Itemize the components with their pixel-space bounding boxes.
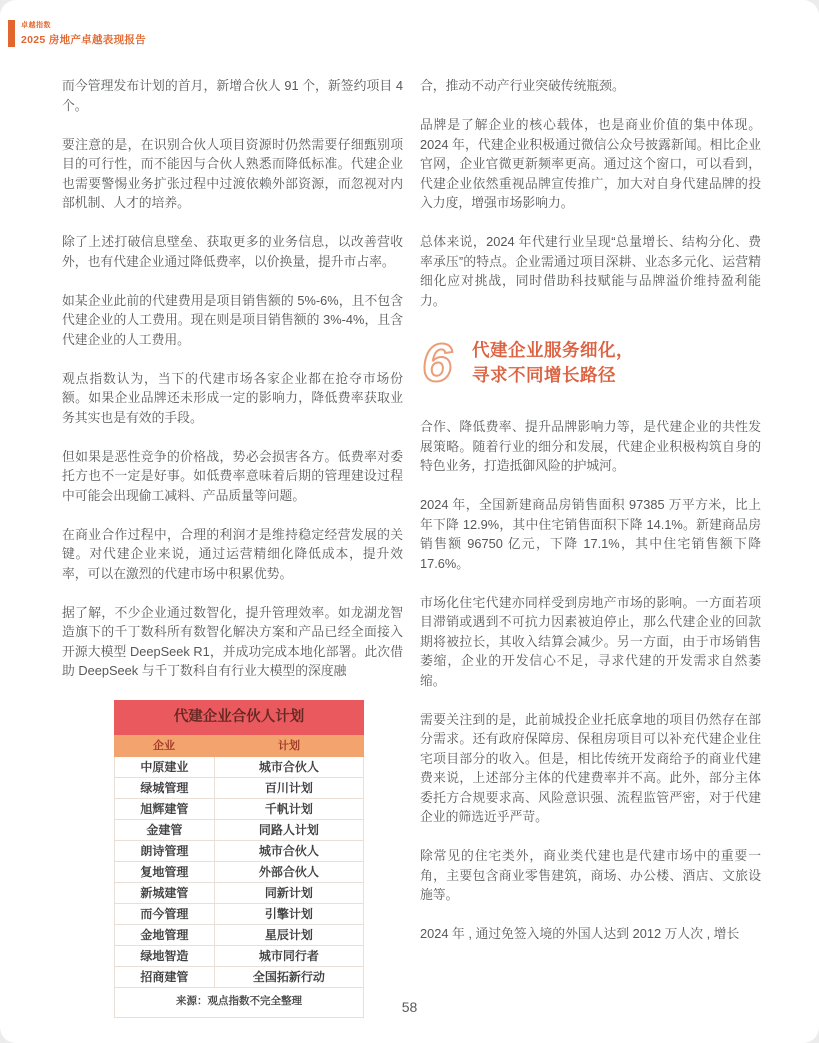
paragraph: 需要关注到的是，此前城投企业托底拿地的项目仍然存在部分需求。还有政府保障房、保租房项目可以补充代建企业住宅项目部分的收入。但是，相比传统开发商给予的商业代建费来说，上述部分主体的代建费率并不高。此外，部分主体委托方合规要求高、风险意识强、流程监管严密，对于代建企业的筛选近乎严苛。 [420,711,761,824]
paragraph: 但如果是恶性竞争的价格战，势必会损害各方。低费率对委托方也不一定是好事。如低费率意味着后期的管理建设过程中可能会出现偷工减料、产品质量等问题。 [62,448,403,503]
paragraph: 2024 年 , 通过免签入境的外国人达到 2012 万人次 , 增长 [420,926,740,941]
report-title: 2025 房地产卓越表现报告 [21,34,146,46]
table-cell: 绿地智造 [115,946,215,966]
section-title-line1: 代建企业服务细化， [472,340,635,360]
table-cell: 而今管理 [115,904,215,924]
section-title-line2: 寻求不同增长路径 [472,365,617,385]
table-cell: 千帆计划 [264,802,313,816]
paragraph: 2024 年，全国新建商品房销售面积 97385 万平方米，比上年下降 12.9%，其中住宅销售面积下降 14.1%。新建商品房销售额 96750 亿元，下降 17.1%，其中住宅销售额下降 17.6%。 [420,497,761,571]
table-cell: 朗诗管理 [115,841,215,861]
table-cell: 中原建业 [115,757,215,777]
paragraph: 在商业合作过程中，合理的利润才是维持稳定经营发展的关键。对代建企业来说，通过运营精细化降低成本，提升效率，可以在激烈的代建市场中积累优势。 [62,526,403,581]
table-row [115,841,363,862]
paragraph: 总体来说，2024 年代建行业呈现“总量增长、结构分化、费率承压”的特点。企业需通过项目深耕、业态多元化、运营精细化应对挑战，同时借助科技赋能与品牌溢价维持盈利能力。 [420,234,761,308]
table-cell: 引擎计划 [264,907,313,921]
table-cell: 百川计划 [264,781,313,795]
paragraph: 品牌是了解企业的核心载体，也是商业价值的集中体现。2024 年，代建企业积极通过微信公众号披露新闻。相比企业官网，企业官微更新频率更高。通过这个窗口，可以看到，代建企业依然重视品牌宣传推广，加大对自身代建品牌的投入力度，增强市场影响力。 [420,117,761,210]
table-source-note: 来源：观点指数不完全整理 [114,988,364,1018]
left-column [62,76,403,1018]
table-body [114,757,364,988]
paragraph: 而今管理发布计划的首月，新增合伙人 91 个，新签约项目 4 个。 [62,78,403,113]
table-cell: 全国拓新行动 [252,970,325,984]
table-cell: 招商建管 [115,967,215,987]
left-paragraphs [62,76,403,681]
table-cell: 旭辉建管 [115,799,215,819]
table-row [115,904,363,925]
table-cell: 金地管理 [115,925,215,945]
table-row [115,862,363,883]
partners-plan-table [114,700,364,1018]
right-column [420,76,761,963]
logo-bar-icon [8,20,15,47]
paragraph: 市场化住宅代建亦同样受到房地产市场的影响。一方面若项目滞销或遇到不可抗力因素被迫停止，那么代建企业的回款期将被拉长，其收入结算会减少。另一方面，由于市场销售萎缩，企业的开发信心不足，寻求代建的开发需求自然萎缩。 [420,594,761,688]
table-cell: 城市同行者 [258,949,319,963]
table-cell: 新城建管 [115,883,215,903]
table-header-row [114,735,364,758]
table-row [115,946,363,967]
brand-logo [8,20,146,47]
section-number: 6 [422,333,453,393]
paragraph: 观点指数认为，当下的代建市场各家企业都在抢夺市场份额。如果企业品牌还未形成一定的影响力，降低费率获取业务其实也是有效的手段。 [62,370,403,425]
table-row [115,778,363,799]
table-cell: 星辰计划 [264,928,313,942]
paragraph: 除常见的住宅类外，商业类代建也是代建市场中的重要一角，主要包含商业零售建筑，商场、办公楼、酒店、文旅设施等。 [420,848,761,902]
paragraph: 如某企业此前的代建费用是项目销售额的 5%-6%，且不包含代建企业的人工费用。现在则是项目销售额的 3%-4%，且含代建企业的人工费用。 [62,292,403,347]
table-cell: 金建管 [115,820,215,840]
paragraph: 合作、降低费率、提升品牌影响力等，是代建企业的共性发展策略。随着行业的细分和发展，代建企业积极构筑自身的特色业务，打造抵御风险的护城河。 [420,419,761,473]
table-cell: 同新计划 [264,886,313,900]
paragraph: 要注意的是，在识别合伙人项目资源时仍然需要仔细甄别项目的可行性，而不能因与合伙人熟悉而降低标准。代建企业也需要警惕业务扩张过程中过渡依赖外部资源，而忽视对内部机制、人才的培养。 [62,136,403,210]
table-row [115,757,363,778]
table-row [115,925,363,946]
table-cell: 绿城管理 [115,778,215,798]
table-header-plan: 计划 [278,739,300,752]
table-row [115,820,363,841]
table-title: 代建企业合伙人计划 [114,700,364,735]
table-row [115,967,363,988]
paragraph: 合，推动不动产行业突破传统瓶颈。 [420,78,625,93]
right-paragraphs-bottom [420,417,761,944]
logo-small-text: 卓越指数 [21,22,51,29]
paragraph: 除了上述打破信息壁垒、获取更多的业务信息，以改善营收外，也有代建企业通过降低费率，以价换量，提升市占率。 [62,234,403,269]
table-cell: 同路人计划 [258,823,319,837]
paragraph: 据了解，不少企业通过数智化，提升管理效率。如龙湖龙智造旗下的千丁数科所有数智化解决方案和产品已经全面接入开源大模型 DeepSeek R1，并成功完成本地化部署。此次借助 DeepSeek 与千丁数科自有行业大模型的深度融 [62,604,403,678]
page-number: 58 [401,999,418,1015]
table-cell: 城市合伙人 [258,844,319,858]
table-row [115,883,363,904]
section-heading-6 [422,333,761,393]
table-header-company: 企业 [153,739,175,752]
table-cell: 城市合伙人 [258,760,319,774]
section-title [472,338,634,388]
table-cell: 复地管理 [115,862,215,882]
right-paragraphs-top [420,76,761,310]
table-cell: 外部合伙人 [258,865,319,879]
table-row [115,799,363,820]
